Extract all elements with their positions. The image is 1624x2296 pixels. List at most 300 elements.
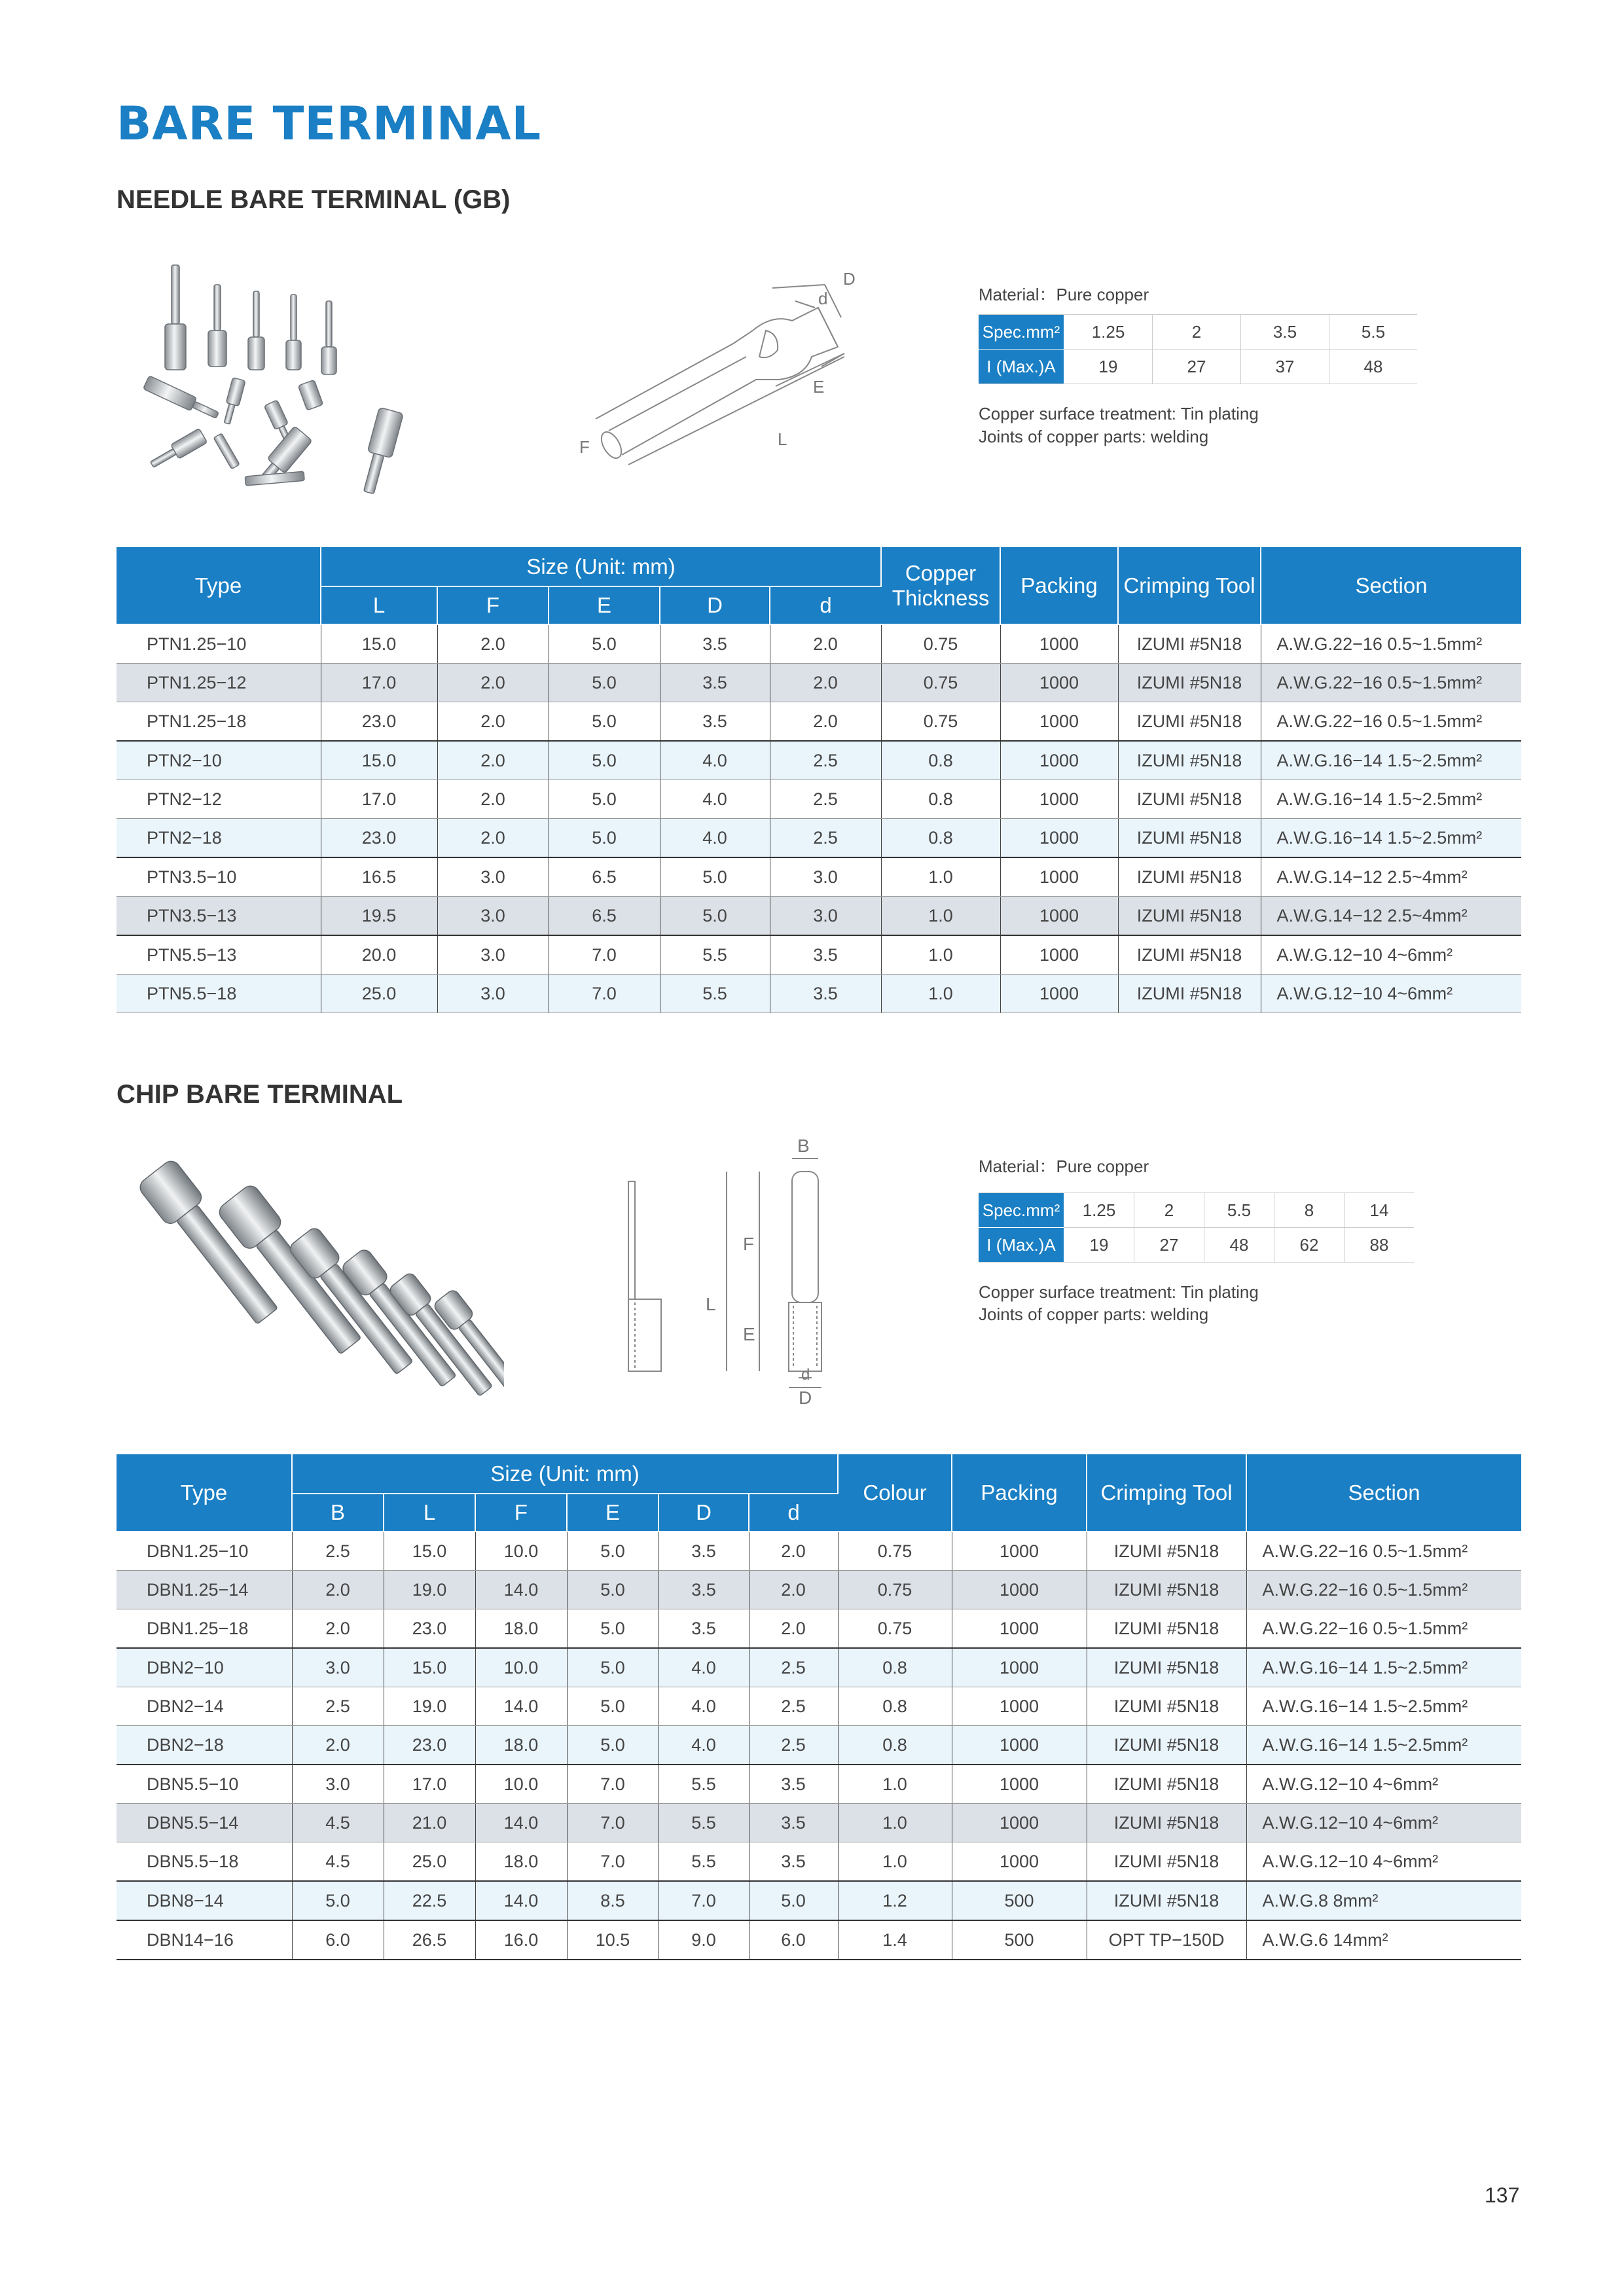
table-section: A.W.G.12−10 4~6mm² [1261,975,1521,1013]
table-cell: 5.0 [567,1609,659,1649]
table-cell: 5.0 [567,1571,659,1609]
chip-joints-note: Joints of copper parts: welding [979,1304,1209,1324]
table-cell: 14.0 [475,1687,567,1726]
table-cell: 17.0 [321,780,437,819]
table-cell: 14.0 [475,1881,567,1920]
needle-terminals-photo [131,255,439,511]
needle-label-F: F [579,437,590,457]
table-cell: 3.0 [292,1648,384,1687]
table-cell: 5.0 [567,1726,659,1765]
table-type: PTN2−18 [117,819,321,858]
header-tool: Crimping Tool [1118,547,1261,624]
table-cell: 0.8 [881,819,1000,858]
needle-label-E: E [813,377,825,397]
table-type: DBN1.25−14 [117,1571,292,1609]
spec-value: 14 [1344,1193,1415,1228]
table-cell: 2.0 [437,741,549,780]
table-type: DBN14−16 [117,1920,292,1960]
table-row [117,702,1521,742]
table-cell: 7.0 [549,975,660,1013]
table-cell: 18.0 [475,1609,567,1649]
current-value: 19 [1064,1228,1134,1263]
table-section: A.W.G.16−14 1.5~2.5mm² [1261,741,1521,780]
table-cell: 1000 [952,1726,1087,1765]
table-cell: IZUMI #5N18 [1087,1765,1246,1804]
table-cell: 2.0 [292,1571,384,1609]
spec-value: 8 [1274,1193,1344,1228]
table-cell: 0.8 [881,741,1000,780]
chip-table [117,1454,1521,1960]
table-cell: 0.75 [881,702,1000,742]
table-cell: 3.5 [770,975,881,1013]
table-cell: 5.0 [549,664,660,702]
table-cell: 1000 [952,1648,1087,1687]
header-F: F [475,1494,567,1532]
table-cell: 7.0 [567,1804,659,1842]
current-value: 48 [1204,1228,1274,1263]
table-cell: 3.5 [660,664,770,702]
table-cell: 2.0 [770,624,881,664]
chip-label-D: D [799,1388,812,1407]
table-type: DBN1.25−18 [117,1609,292,1649]
spec-label: Spec.mm² [979,1193,1064,1228]
table-type: PTN2−12 [117,780,321,819]
table-cell: 5.5 [660,935,770,975]
table-cell: 10.0 [475,1532,567,1571]
table-cell: 0.75 [838,1571,952,1609]
table-type: DBN8−14 [117,1881,292,1920]
table-cell: 23.0 [321,819,437,858]
table-cell: 1000 [952,1571,1087,1609]
current-value: 62 [1274,1228,1344,1263]
table-cell: 2.5 [770,741,881,780]
table-cell: 3.5 [659,1609,749,1649]
table-cell: IZUMI #5N18 [1087,1842,1246,1882]
table-row [117,780,1521,819]
table-cell: IZUMI #5N18 [1087,1609,1246,1649]
table-cell: 1.0 [881,897,1000,936]
table-cell: 1000 [1000,741,1118,780]
table-row [117,1609,1521,1649]
table-cell: IZUMI #5N18 [1087,1881,1246,1920]
table-cell: 0.8 [838,1726,952,1765]
table-cell: 15.0 [384,1532,475,1571]
table-cell: IZUMI #5N18 [1087,1687,1246,1726]
table-cell: 5.5 [659,1804,749,1842]
table-cell: IZUMI #5N18 [1087,1726,1246,1765]
header-section: Section [1261,547,1521,624]
table-section: A.W.G.22−16 0.5~1.5mm² [1261,702,1521,742]
table-type: PTN1.25−12 [117,664,321,702]
current-value: 27 [1134,1228,1204,1263]
table-cell: 500 [952,1920,1087,1960]
table-type: DBN2−18 [117,1726,292,1765]
table-cell: 1.0 [881,857,1000,897]
table-cell: IZUMI #5N18 [1118,780,1261,819]
header-type: Type [117,1454,292,1532]
table-cell: 500 [952,1881,1087,1920]
table-cell: 15.0 [321,741,437,780]
table-row [117,1726,1521,1765]
table-cell: 3.0 [770,857,881,897]
table-cell: 3.5 [770,935,881,975]
table-cell: 2.5 [749,1687,838,1726]
table-cell: 1.2 [838,1881,952,1920]
table-section: A.W.G.12−10 4~6mm² [1246,1765,1521,1804]
table-cell: 3.5 [660,702,770,742]
table-cell: 5.0 [549,624,660,664]
spec-value: 1.25 [1064,315,1153,350]
table-cell: OPT TP−150D [1087,1920,1246,1960]
needle-spec-table [979,314,1417,384]
header-D: D [659,1494,749,1532]
spec-value: 1.25 [1064,1193,1134,1228]
header-packing: Packing [1000,547,1118,624]
table-cell: 14.0 [475,1804,567,1842]
table-cell: 3.5 [659,1532,749,1571]
table-section: A.W.G.6 14mm² [1246,1920,1521,1960]
table-cell: IZUMI #5N18 [1118,857,1261,897]
chip-label-B: B [797,1136,810,1156]
table-cell: 7.0 [567,1842,659,1882]
table-cell: 25.0 [384,1842,475,1882]
current-label: I (Max.)A [979,1228,1064,1263]
table-cell: 3.5 [659,1571,749,1609]
table-cell: 5.0 [549,741,660,780]
table-row [117,741,1521,780]
needle-table [117,547,1521,1013]
needle-label-L: L [778,429,787,449]
table-cell: 16.0 [475,1920,567,1960]
header-E: E [567,1494,659,1532]
table-cell: 2.5 [749,1726,838,1765]
chip-table-body [117,1532,1521,1960]
table-cell: 2.0 [292,1609,384,1649]
table-cell: 1000 [1000,857,1118,897]
table-cell: IZUMI #5N18 [1087,1571,1246,1609]
table-cell: 2.0 [437,624,549,664]
table-cell: 2.5 [770,780,881,819]
table-cell: 2.0 [770,702,881,742]
header-d: d [770,586,881,624]
table-cell: 2.0 [749,1571,838,1609]
spec-value: 2 [1153,315,1241,350]
table-cell: 1.0 [881,935,1000,975]
header-packing: Packing [952,1454,1087,1532]
table-cell: 6.5 [549,857,660,897]
table-cell: 3.0 [292,1765,384,1804]
table-cell: 3.0 [770,897,881,936]
table-cell: 0.75 [881,664,1000,702]
table-cell: 4.0 [659,1648,749,1687]
needle-joints-note: Joints of copper parts: welding [979,427,1209,446]
table-cell: IZUMI #5N18 [1118,819,1261,858]
table-cell: 19.0 [384,1687,475,1726]
table-cell: 20.0 [321,935,437,975]
table-cell: 17.0 [321,664,437,702]
table-cell: 3.0 [437,897,549,936]
table-section: A.W.G.16−14 1.5~2.5mm² [1261,780,1521,819]
table-type: DBN5.5−14 [117,1804,292,1842]
table-cell: 5.0 [660,897,770,936]
table-cell: 6.0 [749,1920,838,1960]
table-cell: IZUMI #5N18 [1118,664,1261,702]
table-cell: 2.5 [292,1532,384,1571]
table-section: A.W.G.14−12 2.5~4mm² [1261,857,1521,897]
chip-terminals-photo [111,1145,504,1414]
table-cell: 5.0 [660,857,770,897]
table-type: PTN3.5−13 [117,897,321,936]
table-cell: 1000 [952,1532,1087,1571]
table-cell: IZUMI #5N18 [1087,1804,1246,1842]
table-cell: 2.0 [749,1609,838,1649]
table-cell: 2.0 [437,702,549,742]
current-value: 27 [1153,350,1241,384]
table-row [117,1532,1521,1571]
table-cell: 1.0 [881,975,1000,1013]
table-cell: 0.75 [838,1609,952,1649]
table-cell: 6.0 [292,1920,384,1960]
table-cell: 2.0 [292,1726,384,1765]
table-cell: 1000 [1000,702,1118,742]
table-cell: 1000 [952,1765,1087,1804]
needle-surface-note: Copper surface treatment: Tin plating [979,404,1259,423]
table-section: A.W.G.22−16 0.5~1.5mm² [1246,1532,1521,1571]
header-thickness: Copper Thickness [881,547,1000,624]
table-cell: 3.0 [437,857,549,897]
table-row [117,935,1521,975]
table-cell: 3.5 [749,1765,838,1804]
header-E: E [549,586,660,624]
header-size: Size (Unit: mm) [292,1454,838,1494]
table-row [117,1648,1521,1687]
table-cell: 0.75 [881,624,1000,664]
needle-label-d: d [818,289,828,308]
header-B: B [292,1494,384,1532]
table-section: A.W.G.12−10 4~6mm² [1261,935,1521,975]
table-cell: 19.0 [384,1571,475,1609]
spec-value: 3.5 [1241,315,1329,350]
table-row [117,1687,1521,1726]
header-L: L [321,586,437,624]
needle-section-title: NEEDLE BARE TERMINAL (GB) [117,185,511,214]
current-label: I (Max.)A [979,350,1064,384]
spec-value: 5.5 [1204,1193,1274,1228]
table-cell: 2.0 [437,819,549,858]
table-type: PTN1.25−10 [117,624,321,664]
table-row [117,1881,1521,1920]
table-row [117,1571,1521,1609]
table-row [117,1804,1521,1842]
table-cell: 9.0 [659,1920,749,1960]
table-cell: 17.0 [384,1765,475,1804]
table-cell: 1000 [1000,624,1118,664]
table-type: PTN3.5−10 [117,857,321,897]
table-section: A.W.G.22−16 0.5~1.5mm² [1246,1571,1521,1609]
table-row [117,897,1521,936]
table-cell: 5.5 [659,1765,749,1804]
table-cell: 8.5 [567,1881,659,1920]
table-cell: 2.5 [292,1687,384,1726]
table-cell: 3.5 [749,1842,838,1882]
table-type: DBN2−14 [117,1687,292,1726]
table-type: PTN5.5−18 [117,975,321,1013]
table-cell: 1000 [952,1687,1087,1726]
table-cell: 1.0 [838,1804,952,1842]
table-cell: 6.5 [549,897,660,936]
table-cell: 1000 [1000,780,1118,819]
table-cell: 3.5 [749,1804,838,1842]
needle-table-body [117,624,1521,1013]
table-cell: 0.75 [838,1532,952,1571]
table-cell: 5.0 [567,1687,659,1726]
table-cell: 23.0 [321,702,437,742]
table-type: DBN5.5−10 [117,1765,292,1804]
table-cell: 4.0 [660,780,770,819]
table-type: PTN1.25−18 [117,702,321,742]
table-cell: 4.0 [660,741,770,780]
table-cell: 1.4 [838,1920,952,1960]
table-cell: 1000 [1000,897,1118,936]
current-value: 48 [1329,350,1418,384]
header-type: Type [117,547,321,624]
table-cell: 0.8 [838,1648,952,1687]
table-cell: 2.0 [437,780,549,819]
table-cell: 3.0 [437,935,549,975]
table-cell: IZUMI #5N18 [1118,624,1261,664]
header-tool: Crimping Tool [1087,1454,1246,1532]
table-cell: 2.0 [770,664,881,702]
table-type: PTN2−10 [117,741,321,780]
table-cell: 5.0 [567,1532,659,1571]
table-cell: 1000 [952,1804,1087,1842]
page-number: 137 [1485,2183,1520,2207]
table-row [117,1920,1521,1960]
table-row [117,1842,1521,1882]
table-cell: 1.0 [838,1765,952,1804]
table-cell: IZUMI #5N18 [1087,1532,1246,1571]
table-cell: 4.5 [292,1842,384,1882]
table-cell: 15.0 [384,1648,475,1687]
spec-value: 2 [1134,1193,1204,1228]
table-cell: 3.0 [437,975,549,1013]
chip-label-L: L [706,1294,716,1314]
table-type: PTN5.5−13 [117,935,321,975]
table-cell: 3.5 [660,624,770,664]
table-section: A.W.G.16−14 1.5~2.5mm² [1246,1648,1521,1687]
table-cell: 7.0 [659,1881,749,1920]
current-value: 37 [1241,350,1329,384]
table-cell: 0.8 [838,1687,952,1726]
table-cell: IZUMI #5N18 [1118,935,1261,975]
chip-label-E: E [743,1324,755,1344]
table-cell: 5.0 [549,780,660,819]
table-cell: 19.5 [321,897,437,936]
needle-dimension-diagram [569,268,877,491]
table-section: A.W.G.22−16 0.5~1.5mm² [1261,624,1521,664]
table-cell: 16.5 [321,857,437,897]
chip-label-d: d [801,1366,810,1384]
table-cell: 7.0 [549,935,660,975]
table-cell: 18.0 [475,1842,567,1882]
table-row [117,975,1521,1013]
table-cell: 1.0 [838,1842,952,1882]
table-cell: 10.0 [475,1765,567,1804]
table-cell: 26.5 [384,1920,475,1960]
table-section: A.W.G.16−14 1.5~2.5mm² [1261,819,1521,858]
header-section: Section [1246,1454,1521,1532]
header-size: Size (Unit: mm) [321,547,881,586]
table-type: DBN2−10 [117,1648,292,1687]
table-cell: 10.0 [475,1648,567,1687]
table-cell: 21.0 [384,1804,475,1842]
table-section: A.W.G.22−16 0.5~1.5mm² [1246,1609,1521,1649]
table-cell: 1000 [1000,975,1118,1013]
table-section: A.W.G.14−12 2.5~4mm² [1261,897,1521,936]
table-cell: 0.8 [881,780,1000,819]
chip-label-F: F [743,1234,755,1254]
table-cell: 5.5 [660,975,770,1013]
table-section: A.W.G.16−14 1.5~2.5mm² [1246,1726,1521,1765]
spec-value: 5.5 [1329,315,1418,350]
table-row [117,819,1521,858]
chip-dimension-diagram [609,1132,857,1407]
table-section: A.W.G.8 8mm² [1246,1881,1521,1920]
table-section: A.W.G.12−10 4~6mm² [1246,1842,1521,1882]
table-cell: 14.0 [475,1571,567,1609]
table-cell: 1000 [1000,819,1118,858]
page-title: BARE TERMINAL [117,97,542,151]
spec-label: Spec.mm² [979,315,1064,350]
chip-surface-note: Copper surface treatment: Tin plating [979,1282,1259,1302]
header-D: D [660,586,770,624]
table-cell: 1000 [1000,664,1118,702]
table-cell: 4.0 [659,1726,749,1765]
current-value: 88 [1344,1228,1415,1263]
needle-material: Material：Pure copper [979,285,1149,304]
header-d: d [749,1494,838,1532]
needle-label-D: D [843,269,856,289]
header-L: L [384,1494,475,1532]
table-cell: 4.0 [660,819,770,858]
table-cell: IZUMI #5N18 [1118,975,1261,1013]
table-cell: 23.0 [384,1609,475,1649]
table-section: A.W.G.22−16 0.5~1.5mm² [1261,664,1521,702]
table-cell: 2.0 [437,664,549,702]
table-cell: 22.5 [384,1881,475,1920]
chip-spec-table [979,1193,1414,1263]
table-cell: 18.0 [475,1726,567,1765]
current-value: 19 [1064,350,1153,384]
table-cell: 5.0 [292,1881,384,1920]
table-cell: IZUMI #5N18 [1118,741,1261,780]
header-colour: Colour [838,1454,952,1532]
table-cell: 2.5 [770,819,881,858]
table-cell: 7.0 [567,1765,659,1804]
table-cell: 4.0 [659,1687,749,1726]
table-cell: 5.5 [659,1842,749,1882]
table-row [117,1765,1521,1804]
table-row [117,664,1521,702]
table-cell: 5.0 [567,1648,659,1687]
chip-section-title: CHIP BARE TERMINAL [117,1080,403,1109]
table-cell: 15.0 [321,624,437,664]
chip-material: Material：Pure copper [979,1157,1149,1176]
table-cell: 5.0 [549,819,660,858]
table-cell: 23.0 [384,1726,475,1765]
table-section: A.W.G.16−14 1.5~2.5mm² [1246,1687,1521,1726]
table-cell: 2.0 [749,1532,838,1571]
